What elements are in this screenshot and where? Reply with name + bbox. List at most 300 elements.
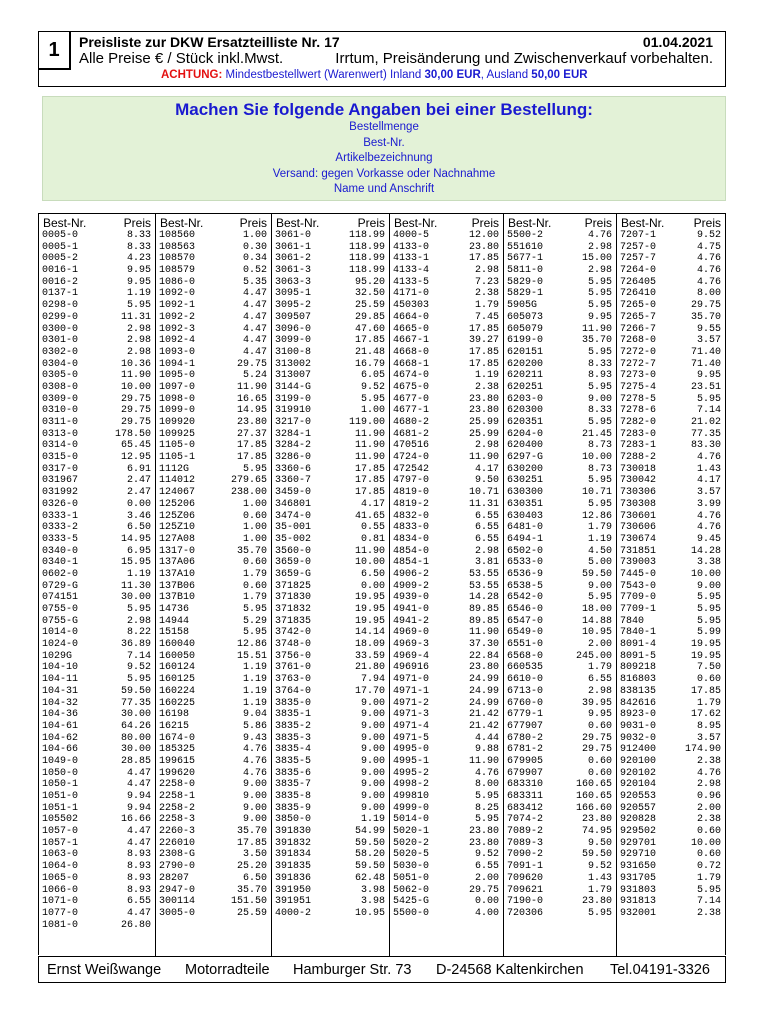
price: 11.90 — [468, 755, 499, 767]
header-best-nr: Best-Nr. — [160, 216, 204, 230]
price: 1.00 — [242, 498, 267, 510]
price: 71.40 — [690, 358, 721, 370]
table-row — [617, 370, 725, 382]
part-number: 1081-0 — [42, 919, 79, 931]
part-number: 3835-6 — [275, 767, 312, 779]
table-row — [272, 861, 389, 873]
price: 35.70 — [236, 545, 267, 557]
price: 174.90 — [684, 744, 721, 756]
price: 0.60 — [242, 580, 267, 592]
notice-label: ACHTUNG: — [161, 69, 223, 81]
column-header — [617, 214, 725, 230]
price: 59.50 — [354, 861, 385, 873]
table-row — [504, 534, 616, 546]
table-row — [156, 499, 271, 511]
price: 71.40 — [690, 346, 721, 358]
part-number: 3095-1 — [275, 288, 312, 300]
part-number: 15158 — [159, 627, 190, 639]
table-row — [617, 849, 725, 861]
price: 4.76 — [696, 452, 721, 464]
table-row — [504, 230, 616, 242]
table-row — [39, 651, 155, 663]
part-number: 3360-6 — [275, 463, 312, 475]
part-number: 5677-1 — [507, 253, 544, 265]
price: 59.50 — [581, 568, 612, 580]
price: 17.85 — [468, 346, 499, 358]
price: 6.50 — [242, 872, 267, 884]
table-row — [504, 359, 616, 371]
price: 1.00 — [242, 533, 267, 545]
part-number: 16215 — [159, 720, 190, 732]
part-number: 4995-1 — [393, 755, 430, 767]
table-row — [390, 838, 503, 850]
part-number: 371835 — [275, 615, 312, 627]
price: 10.00 — [120, 381, 151, 393]
table-row — [504, 499, 616, 511]
part-number: 683412 — [507, 802, 544, 814]
price: 23.80 — [468, 837, 499, 849]
price: 77.35 — [690, 428, 721, 440]
price: 17.85 — [690, 685, 721, 697]
part-number: 160224 — [159, 685, 196, 697]
table-row — [617, 756, 725, 768]
part-number: 5500-2 — [507, 230, 544, 241]
table-row — [39, 592, 155, 604]
table-row — [156, 581, 271, 593]
table-row — [504, 487, 616, 499]
price: 9.45 — [696, 533, 721, 545]
price: 0.60 — [696, 674, 721, 686]
table-row — [156, 277, 271, 289]
table-row — [39, 616, 155, 628]
table-row — [390, 347, 503, 359]
footer-phone: Tel.04191-3326 — [610, 962, 710, 978]
table-row — [390, 475, 503, 487]
table-row — [390, 359, 503, 371]
price: 95.20 — [354, 276, 385, 288]
part-number: 391836 — [275, 872, 312, 884]
table-row — [272, 324, 389, 336]
part-number: 4999-0 — [393, 802, 430, 814]
part-number: 5829-1 — [507, 288, 544, 300]
part-number: 931803 — [620, 884, 657, 896]
price: 4.44 — [474, 732, 499, 744]
price: 25.20 — [236, 861, 267, 873]
price: 23.80 — [581, 814, 612, 826]
part-number: 7288-2 — [620, 452, 657, 464]
price: 9.00 — [360, 791, 385, 802]
table-row — [156, 639, 271, 651]
part-number: 1065-0 — [42, 872, 79, 884]
table-row — [39, 849, 155, 861]
table-row — [617, 347, 725, 359]
part-number: 931650 — [620, 861, 657, 873]
price: 2.38 — [474, 381, 499, 393]
table-row — [504, 335, 616, 347]
price: 35.70 — [581, 335, 612, 347]
part-number: 3835-8 — [275, 791, 312, 802]
price: 6.55 — [474, 522, 499, 534]
price: 18.00 — [581, 604, 612, 615]
table-row — [156, 475, 271, 487]
part-number: 6546-0 — [507, 604, 544, 615]
part-number: 4668-1 — [393, 358, 430, 370]
table-row — [504, 592, 616, 604]
header-preis: Preis — [584, 216, 612, 230]
table-row — [390, 686, 503, 698]
price: 5.95 — [126, 300, 151, 312]
part-number: 104-61 — [42, 720, 79, 732]
price: 7.94 — [360, 674, 385, 686]
part-number: 679905 — [507, 755, 544, 767]
part-number: 391950 — [275, 884, 312, 896]
price: 9.50 — [587, 837, 612, 849]
table-row — [39, 686, 155, 698]
price: 9.52 — [587, 861, 612, 873]
price: 14.28 — [690, 545, 721, 557]
part-number: 931813 — [620, 896, 657, 908]
table-row — [39, 744, 155, 756]
table-row — [617, 733, 725, 745]
part-number: 2258-0 — [159, 779, 196, 791]
price: 23.80 — [468, 405, 499, 417]
table-row — [156, 849, 271, 861]
part-number: 679907 — [507, 767, 544, 779]
price: 33.59 — [354, 650, 385, 662]
price: 2.98 — [126, 346, 151, 358]
table-row — [617, 826, 725, 838]
table-row — [39, 838, 155, 850]
table-row — [504, 265, 616, 277]
table-row — [504, 546, 616, 558]
price: 10.00 — [690, 568, 721, 580]
part-number: 709621 — [507, 884, 544, 896]
column-header — [390, 214, 503, 230]
price: 2.98 — [474, 545, 499, 557]
part-number: 137B10 — [159, 592, 196, 604]
price: 4.17 — [474, 463, 499, 475]
part-number: 7265-7 — [620, 311, 657, 323]
price: 5.95 — [126, 674, 151, 686]
part-number: 108563 — [159, 241, 196, 253]
price: 4.76 — [696, 265, 721, 277]
part-number: 4969-4 — [393, 650, 430, 662]
price: 7.23 — [474, 276, 499, 288]
part-number: 1092-3 — [159, 323, 196, 335]
table-row — [617, 686, 725, 698]
part-number: 1092-0 — [159, 288, 196, 300]
price-column-6 — [616, 214, 725, 956]
price: 23.80 — [468, 826, 499, 838]
part-number: 4971-0 — [393, 674, 430, 686]
price: 54.99 — [354, 826, 385, 838]
price: 6.55 — [587, 674, 612, 686]
part-number: 683311 — [507, 791, 544, 802]
part-number: 4681-2 — [393, 428, 430, 440]
table-row — [39, 312, 155, 324]
table-row — [390, 452, 503, 464]
part-number: 300114 — [159, 896, 196, 908]
table-row — [156, 861, 271, 873]
part-number: 920102 — [620, 767, 657, 779]
table-row — [272, 674, 389, 686]
price: 10.95 — [581, 627, 612, 639]
price: 28.85 — [120, 755, 151, 767]
table-row — [390, 253, 503, 265]
table-row — [156, 440, 271, 452]
table-row — [504, 861, 616, 873]
part-number: 4971-5 — [393, 732, 430, 744]
part-number: 4941-0 — [393, 604, 430, 615]
table-row — [390, 230, 503, 242]
table-row — [390, 861, 503, 873]
part-number: 809218 — [620, 662, 657, 674]
part-number: 3144-G — [275, 381, 312, 393]
price: 9.00 — [242, 779, 267, 791]
part-number: 0317-0 — [42, 463, 79, 475]
column-header — [39, 214, 155, 230]
price: 0.72 — [696, 861, 721, 873]
part-number: 5020-1 — [393, 826, 430, 838]
table-row — [504, 253, 616, 265]
part-number: 074151 — [42, 592, 79, 604]
table-row — [156, 744, 271, 756]
part-number: 630200 — [507, 463, 544, 475]
table-row — [39, 885, 155, 897]
part-number: 1057-0 — [42, 826, 79, 838]
table-row — [39, 826, 155, 838]
table-row — [617, 814, 725, 826]
table-row — [390, 405, 503, 417]
part-number: 6780-2 — [507, 732, 544, 744]
part-number: 1077-0 — [42, 907, 79, 919]
table-row — [156, 698, 271, 710]
part-number: 6542-0 — [507, 592, 544, 604]
table-row — [39, 253, 155, 265]
part-number: 0300-0 — [42, 323, 79, 335]
price: 160.65 — [575, 779, 612, 791]
table-row — [156, 452, 271, 464]
table-row — [272, 616, 389, 628]
part-number: 4971-2 — [393, 697, 430, 709]
price: 5.95 — [696, 393, 721, 405]
table-row — [617, 288, 725, 300]
table-row — [39, 288, 155, 300]
table-row — [272, 779, 389, 791]
table-row — [156, 312, 271, 324]
table-row — [272, 417, 389, 429]
table-row — [39, 674, 155, 686]
price: 12.95 — [120, 452, 151, 464]
part-number: 104-32 — [42, 697, 79, 709]
part-number: 920100 — [620, 755, 657, 767]
table-row — [156, 896, 271, 908]
part-number: 199620 — [159, 767, 196, 779]
price: 83.30 — [690, 440, 721, 452]
table-row — [156, 768, 271, 780]
table-row — [504, 347, 616, 359]
table-row — [617, 300, 725, 312]
disclaimer: Irrtum, Preisänderung und Zwischenverkauf vorbehalten. — [335, 50, 713, 67]
price: 9.00 — [360, 697, 385, 709]
table-row — [156, 230, 271, 242]
price: 4.47 — [242, 311, 267, 323]
price: 166.60 — [575, 802, 612, 814]
part-number: 838135 — [620, 685, 657, 697]
part-number: 4998-2 — [393, 779, 430, 791]
table-row — [272, 394, 389, 406]
table-row — [156, 592, 271, 604]
table-row — [39, 604, 155, 616]
price: 6.05 — [360, 370, 385, 382]
price: 19.95 — [690, 650, 721, 662]
part-number: 730308 — [620, 498, 657, 510]
part-number: 137A06 — [159, 557, 196, 569]
footer-business: Motorradteile — [185, 962, 270, 978]
table-row — [617, 896, 725, 908]
price: 4.76 — [696, 253, 721, 265]
price: 0.60 — [242, 510, 267, 522]
table-row — [504, 475, 616, 487]
part-number: 3286-0 — [275, 452, 312, 464]
price: 6.50 — [126, 522, 151, 534]
price: 21.02 — [690, 417, 721, 428]
price-info: Alle Preise € / Stück inkl.Mwst. — [79, 50, 284, 67]
price: 5.95 — [587, 417, 612, 428]
part-number: 5811-0 — [507, 265, 544, 277]
table-row — [156, 522, 271, 534]
part-number: 3761-0 — [275, 662, 312, 674]
price: 8.93 — [126, 872, 151, 884]
part-number: 4971-3 — [393, 709, 430, 721]
price: 2.98 — [126, 335, 151, 347]
part-number: 931705 — [620, 872, 657, 884]
table-row — [156, 347, 271, 359]
table-row — [272, 885, 389, 897]
table-row — [39, 394, 155, 406]
part-number: 4941-2 — [393, 615, 430, 627]
table-row — [39, 896, 155, 908]
part-number: 605079 — [507, 323, 544, 335]
part-number: 0309-0 — [42, 393, 79, 405]
price: 9.00 — [242, 802, 267, 814]
part-number: 730306 — [620, 487, 657, 499]
price: 9.00 — [360, 709, 385, 721]
table-row — [390, 417, 503, 429]
table-row — [272, 791, 389, 803]
table-row — [390, 908, 503, 920]
table-row — [156, 674, 271, 686]
table-row — [272, 253, 389, 265]
part-number: 371830 — [275, 592, 312, 604]
table-row — [504, 557, 616, 569]
order-instruction-line: Best-Nr. — [363, 136, 405, 149]
table-row — [156, 873, 271, 885]
table-row — [617, 861, 725, 873]
table-row — [504, 464, 616, 476]
price: 5.95 — [360, 393, 385, 405]
price: 17.85 — [354, 487, 385, 499]
table-row — [617, 487, 725, 499]
table-row — [272, 546, 389, 558]
price: 4.47 — [242, 335, 267, 347]
part-number: 0005-1 — [42, 241, 79, 253]
price: 29.75 — [120, 405, 151, 417]
price: 2.38 — [696, 755, 721, 767]
price: 1.19 — [242, 697, 267, 709]
price: 0.60 — [587, 767, 612, 779]
price: 3.50 — [242, 849, 267, 861]
price: 3.98 — [360, 884, 385, 896]
price: 17.62 — [690, 709, 721, 721]
price: 14.95 — [236, 405, 267, 417]
table-row — [504, 908, 616, 920]
table-row — [390, 791, 503, 803]
table-row — [39, 803, 155, 815]
part-number: 5014-0 — [393, 814, 430, 826]
part-number: 105502 — [42, 814, 79, 826]
price: 2.98 — [696, 779, 721, 791]
price: 1.00 — [242, 230, 267, 241]
part-number: 7090-2 — [507, 849, 544, 861]
part-number: 1094-1 — [159, 358, 196, 370]
price: 9.00 — [242, 814, 267, 826]
price: 8.73 — [587, 463, 612, 475]
price: 9.52 — [360, 381, 385, 393]
table-row — [272, 475, 389, 487]
price: 58.20 — [354, 849, 385, 861]
part-number: 3756-0 — [275, 650, 312, 662]
price: 9.00 — [360, 720, 385, 732]
price: 5.95 — [587, 907, 612, 919]
price: 4.76 — [242, 755, 267, 767]
part-number: 0302-0 — [42, 346, 79, 358]
part-number: 1092-2 — [159, 311, 196, 323]
table-row — [156, 382, 271, 394]
price: 1.79 — [696, 697, 721, 709]
part-number: 4171-0 — [393, 288, 430, 300]
part-number: 720306 — [507, 907, 544, 919]
header-best-nr: Best-Nr. — [43, 216, 87, 230]
table-row — [272, 838, 389, 850]
price: 4.47 — [126, 779, 151, 791]
part-number: 4664-0 — [393, 311, 430, 323]
table-row — [617, 464, 725, 476]
price: 15.00 — [581, 253, 612, 265]
price: 53.55 — [468, 568, 499, 580]
table-row — [504, 452, 616, 464]
price: 9.00 — [360, 755, 385, 767]
part-number: 4906-2 — [393, 568, 430, 580]
part-number: 3835-1 — [275, 709, 312, 721]
table-row — [617, 627, 725, 639]
table-row — [504, 768, 616, 780]
price: 18.09 — [354, 639, 385, 651]
part-number: 5062-0 — [393, 884, 430, 896]
table-row — [39, 452, 155, 464]
part-number: 7275-4 — [620, 381, 657, 393]
part-number: 160125 — [159, 674, 196, 686]
part-number: 7257-7 — [620, 253, 657, 265]
price: 12.00 — [468, 230, 499, 241]
part-number: 5020-2 — [393, 837, 430, 849]
part-number: 0310-0 — [42, 405, 79, 417]
part-number: 7840-1 — [620, 627, 657, 639]
table-row — [617, 511, 725, 523]
inland-value: 30,00 EUR — [424, 69, 481, 81]
table-row — [504, 300, 616, 312]
part-number: 2258-1 — [159, 791, 196, 802]
